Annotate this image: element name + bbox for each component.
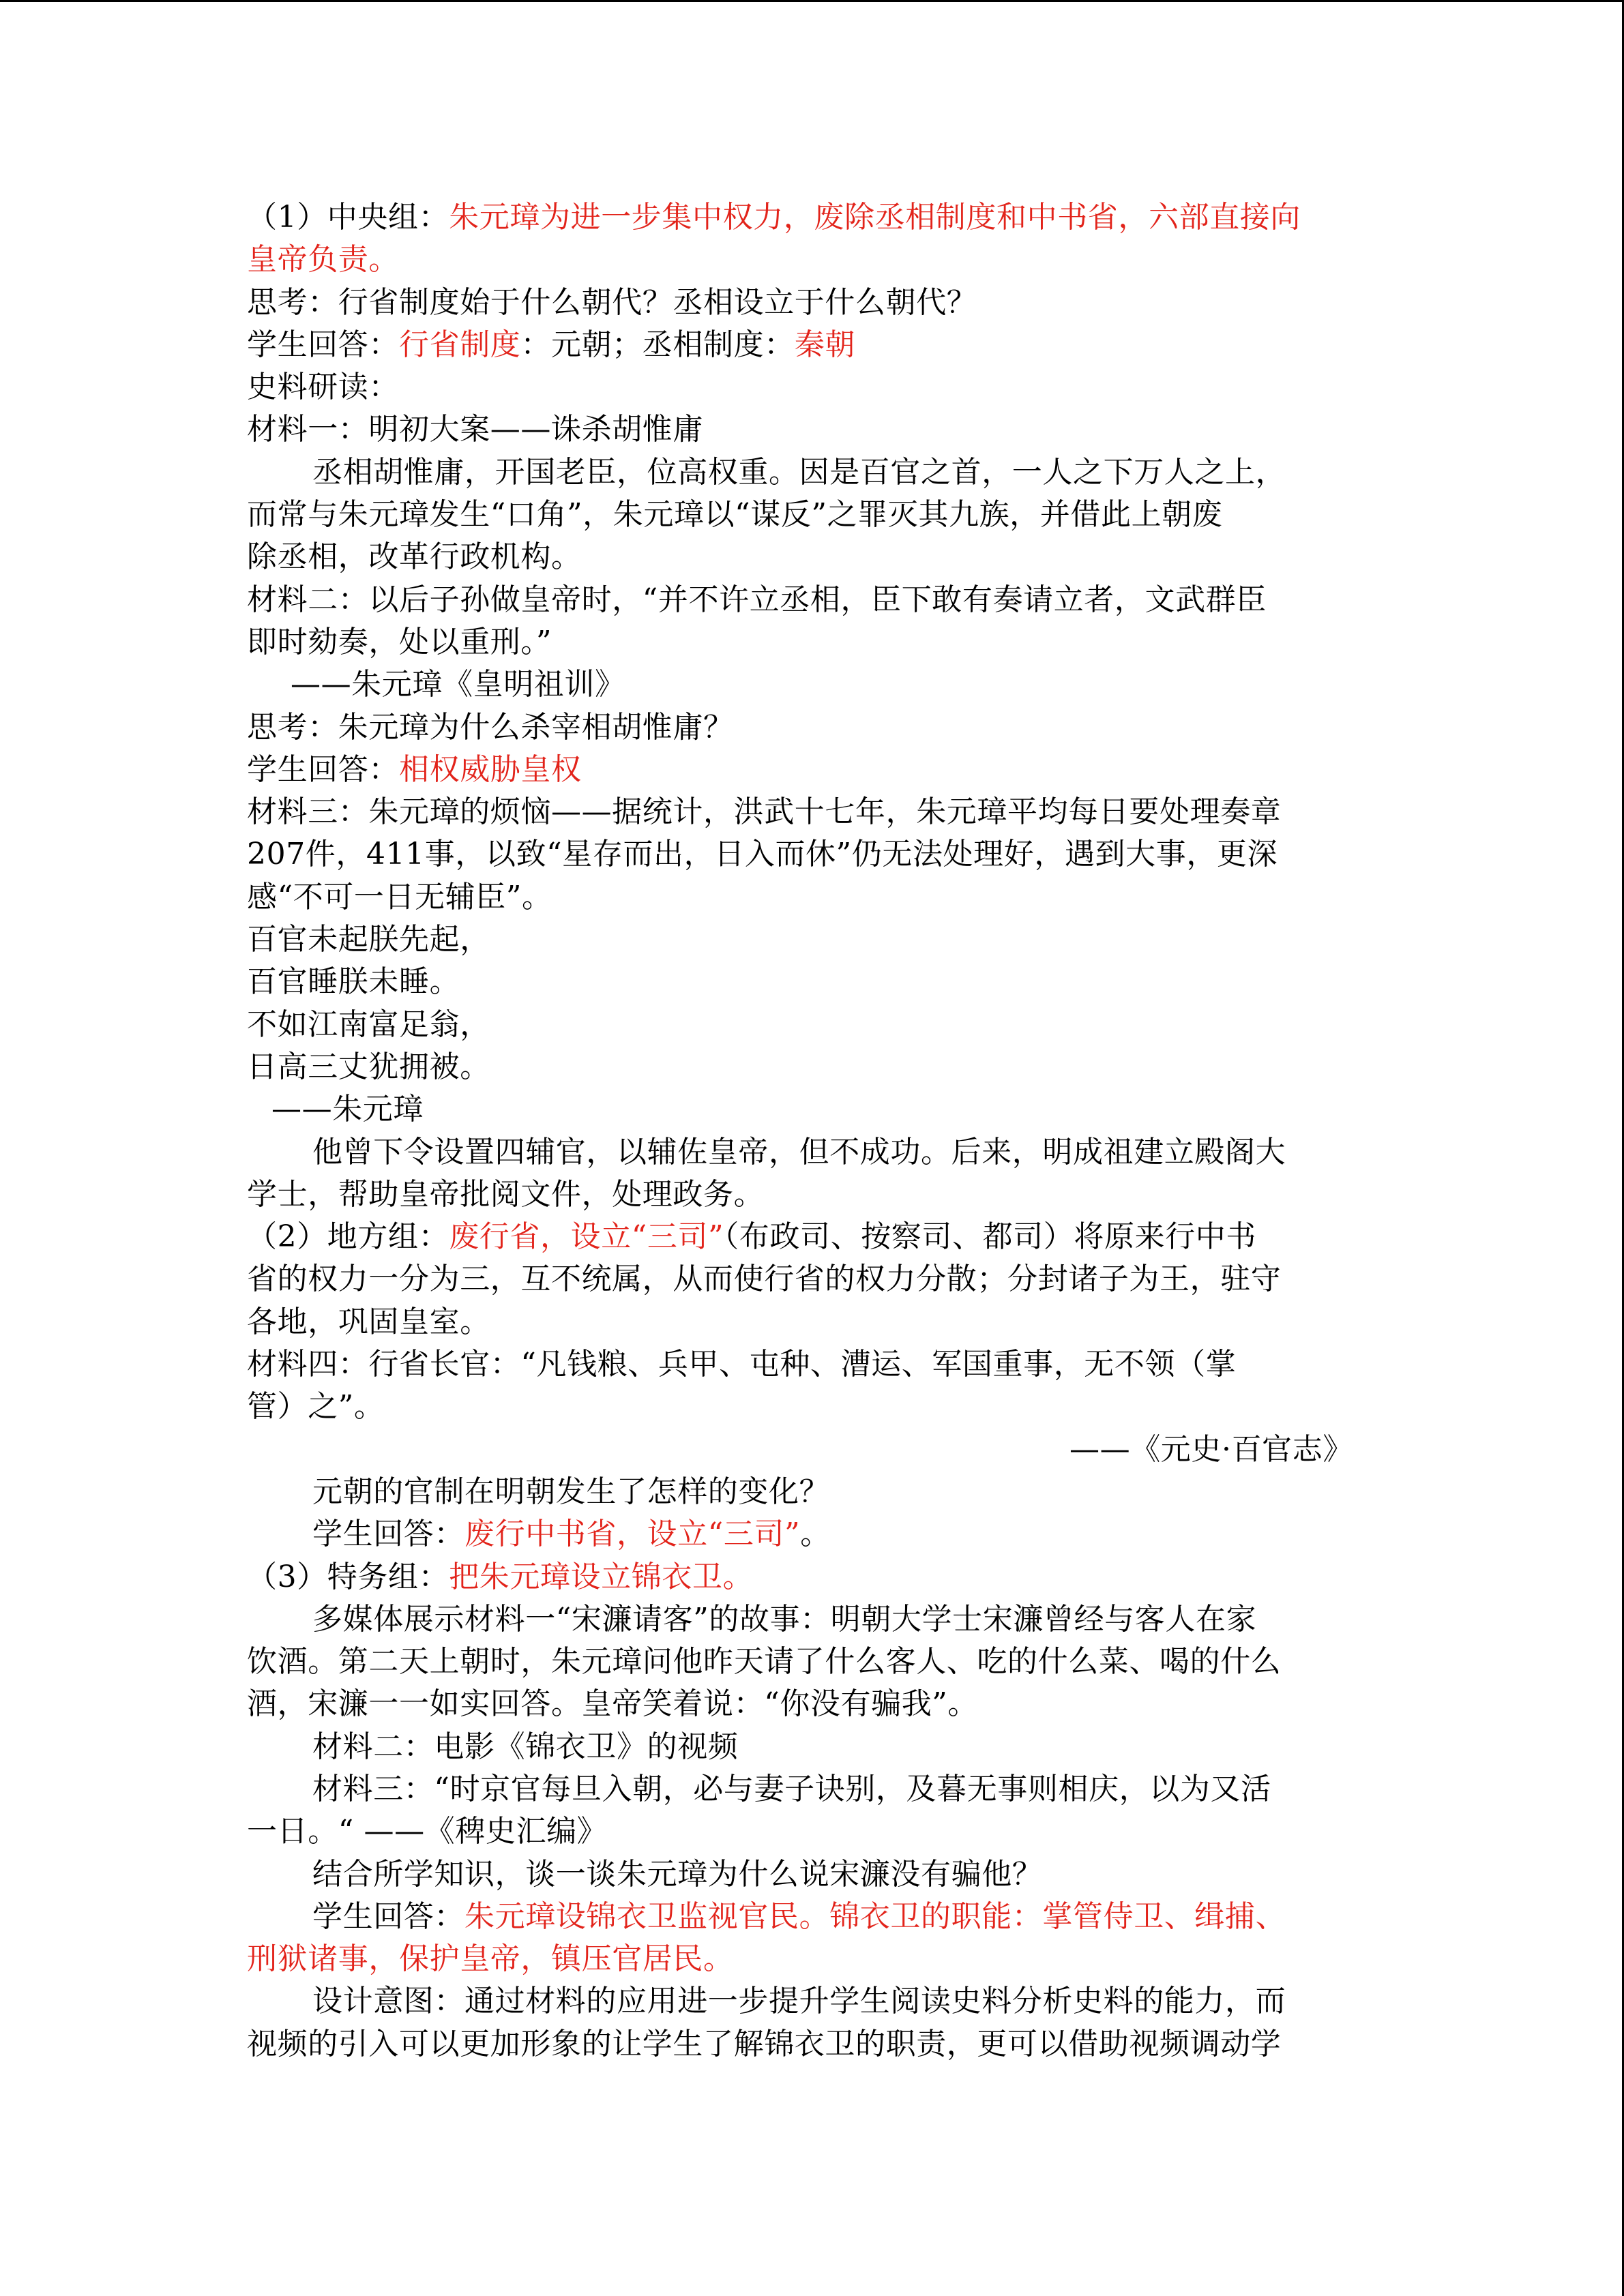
body-text: 材料三：朱元璋的烦恼——据统计，洪武十七年，朱元璋平均每日要处理奏章 — [247, 794, 1282, 830]
body-text: 不如江南富足翁， — [247, 1007, 490, 1042]
page-top-border — [0, 0, 1624, 2]
body-text: 学士，帮助皇帝批阅文件，处理政务。 — [247, 1176, 765, 1212]
text-line — [247, 324, 1379, 366]
text-line — [247, 1088, 1379, 1131]
text-line — [247, 1258, 1379, 1300]
text-line — [247, 1471, 1379, 1513]
text-line — [247, 451, 1379, 494]
text-line — [247, 1301, 1379, 1343]
highlighted-text: 把朱元璋设立锦衣卫。 — [449, 1559, 754, 1594]
highlighted-text: 皇帝负责。 — [247, 242, 399, 278]
body-text: （2）地方组： — [247, 1219, 449, 1255]
body-text: 省的权力一分为三，互不统属，从而使行省的权力分散；分封诸子为王，驻守 — [247, 1262, 1282, 1297]
text-line — [247, 791, 1379, 833]
text-line — [247, 1513, 1379, 1555]
body-text: ——《元史·百官志》 — [1069, 1431, 1353, 1467]
text-line — [247, 1386, 1379, 1428]
body-text: （1）中央组： — [247, 200, 449, 235]
body-text: 材料一：明初大案——诛杀胡惟庸 — [247, 412, 703, 447]
body-text: 材料二：以后子孙做皇帝时，“并不许立丞相，臣下敢有奏请立者，文武群臣 — [247, 582, 1267, 617]
text-line — [247, 1429, 1379, 1471]
body-text: 视频的引入可以更加形象的让学生了解锦衣卫的职责，更可以借助视频调动学 — [247, 2026, 1282, 2061]
text-line — [247, 494, 1379, 536]
text-line — [247, 833, 1379, 876]
text-line — [247, 536, 1379, 578]
text-line — [247, 1216, 1379, 1258]
body-text: 学生回答： — [247, 327, 399, 362]
body-text: 材料二：电影《锦衣卫》的视频 — [312, 1729, 739, 1764]
body-text: ——朱元璋 — [271, 1092, 424, 1127]
text-line — [247, 961, 1379, 1003]
highlighted-text: 行省制度 — [399, 327, 521, 362]
highlighted-text: 相权威胁皇权 — [399, 751, 582, 787]
body-text: 。 — [800, 1517, 831, 1552]
body-text: 多媒体展示材料一“宋濂请客”的故事：明朝大学士宋濂曾经与客人在家 — [312, 1601, 1257, 1637]
body-text: ——朱元璋《皇明祖训》 — [291, 667, 625, 702]
body-text: 学生回答： — [312, 1517, 464, 1552]
body-text: （3）特务组： — [247, 1559, 449, 1594]
text-line — [247, 1004, 1379, 1046]
body-text: 百官未起朕先起， — [247, 922, 490, 957]
text-line — [247, 1131, 1379, 1174]
body-text: 材料四：行省长官：“凡钱粮、兵甲、屯种、漕运、军国重事，无不领（掌 — [247, 1347, 1237, 1382]
text-line — [247, 1980, 1379, 2023]
body-text: 元朝的官制在明朝发生了怎样的变化？ — [312, 1474, 830, 1509]
text-line — [247, 706, 1379, 749]
body-text: 207件，411事，以致“星存而出，日入而休”仍无法处理好，遇到大事，更深 — [247, 837, 1278, 872]
body-text: 材料三：“时京官每旦入朝，必与妻子诀别，及暮无事则相庆，以为又活 — [312, 1771, 1271, 1806]
text-line — [247, 1896, 1379, 1938]
text-line — [247, 1810, 1379, 1853]
highlighted-text: 朱元璋设锦衣卫监视官民。锦衣卫的职能：掌管侍卫、缉捕、 — [464, 1898, 1286, 1934]
body-text: 各地，巩固皇室。 — [247, 1304, 490, 1339]
text-line — [247, 196, 1379, 239]
body-text: 他曾下令设置四辅官，以辅佐皇帝，但不成功。后来，明成祖建立殿阁大 — [312, 1134, 1286, 1169]
text-line — [247, 1641, 1379, 1683]
body-text: 日高三丈犹拥被。 — [247, 1049, 490, 1084]
text-line — [247, 282, 1379, 324]
highlighted-text: 朱元璋为进一步集中权力，废除丞相制度和中书省，六部直接向 — [449, 200, 1301, 235]
text-line — [247, 579, 1379, 621]
body-text: 结合所学知识，谈一谈朱元璋为什么说宋濂没有骗他？ — [312, 1856, 1043, 1892]
body-text: 学生回答： — [247, 751, 399, 787]
body-text: 感“不可一日无辅臣”。 — [247, 879, 552, 914]
body-text: ：元朝；丞相制度： — [520, 327, 795, 362]
body-text: （布政司、按察司、都司）将原来行中书 — [724, 1219, 1257, 1255]
body-text: 丞相胡惟庸，开国老臣，位高权重。因是百官之首，一人之下万人之上， — [312, 454, 1286, 490]
text-line — [247, 1046, 1379, 1088]
body-text: 即时劾奏，处以重刑。” — [247, 624, 552, 659]
body-text: 思考：行省制度始于什么朝代？丞相设立于什么朝代？ — [247, 284, 977, 320]
text-line — [247, 1343, 1379, 1386]
body-text: 饮酒。第二天上朝时，朱元璋问他昨天请了什么客人、吃的什么菜、喝的什么 — [247, 1644, 1282, 1680]
text-line — [247, 1853, 1379, 1896]
body-text: 除丞相，改革行政机构。 — [247, 539, 582, 575]
text-line — [247, 1938, 1379, 1980]
text-line — [247, 408, 1379, 451]
text-line — [247, 664, 1379, 706]
body-text: 而常与朱元璋发生“口角”，朱元璋以“谋反”之罪灭其九族，并借此上朝废 — [247, 497, 1223, 533]
text-line — [247, 366, 1379, 408]
body-text: 一日。“ ——《稗史汇编》 — [247, 1814, 608, 1849]
highlighted-text: 废行省，设立“三司” — [449, 1219, 724, 1255]
highlighted-text: 秦朝 — [794, 327, 856, 362]
text-line — [247, 2023, 1379, 2066]
text-line — [247, 239, 1379, 281]
text-line — [247, 621, 1379, 664]
body-text: 管）之”。 — [247, 1389, 385, 1425]
body-text: 酒，宋濂一一如实回答。皇帝笑着说：“你没有骗我”。 — [247, 1686, 978, 1722]
body-text: 学生回答： — [312, 1898, 464, 1934]
text-line — [247, 1726, 1379, 1768]
highlighted-text: 废行中书省，设立“三司” — [464, 1517, 801, 1552]
text-line — [247, 1174, 1379, 1216]
body-text: 设计意图：通过材料的应用进一步提升学生阅读史料分析史料的能力，而 — [312, 1984, 1286, 2019]
text-line — [247, 1556, 1379, 1598]
text-line — [247, 1768, 1379, 1810]
text-line — [247, 876, 1379, 919]
text-line — [247, 1598, 1379, 1641]
body-text: 史料研读： — [247, 370, 399, 405]
document-body — [247, 196, 1379, 2066]
text-line — [247, 1683, 1379, 1725]
text-line — [247, 919, 1379, 961]
text-line — [247, 749, 1379, 791]
body-text: 思考：朱元璋为什么杀宰相胡惟庸？ — [247, 709, 734, 745]
highlighted-text: 刑狱诸事，保护皇帝，镇压官居民。 — [247, 1941, 734, 1977]
body-text: 百官睡朕未睡。 — [247, 964, 460, 1000]
